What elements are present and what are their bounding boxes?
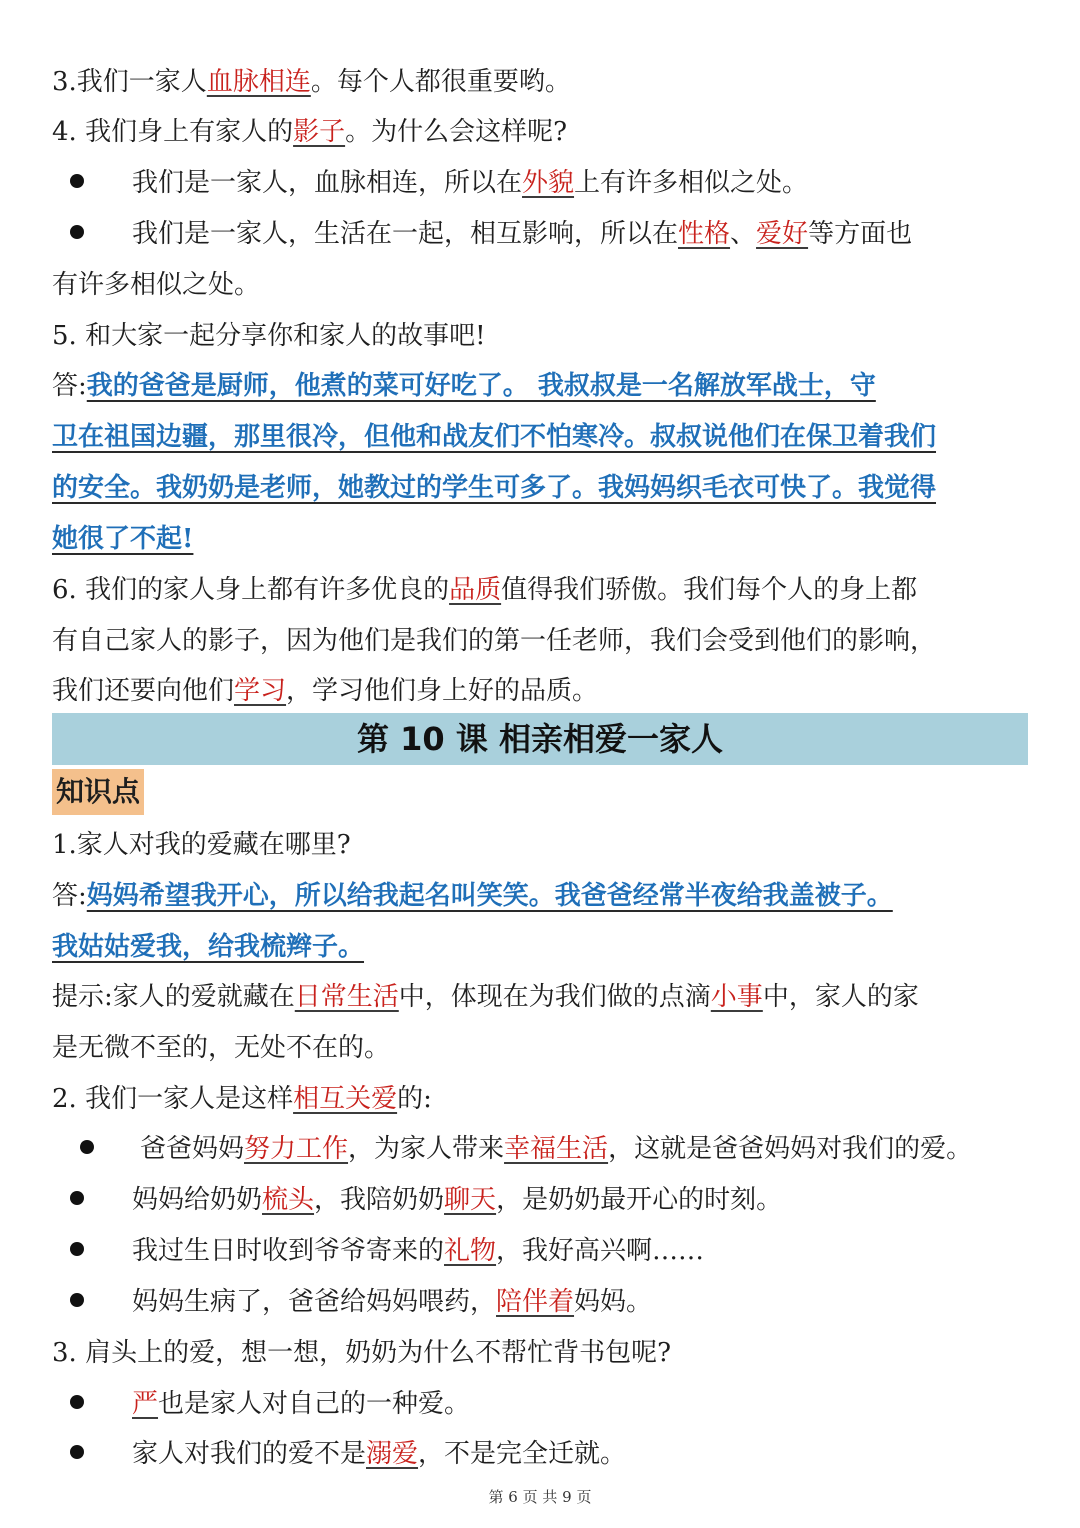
answer-text: 妈妈希望我开心，所以给我起名叫笑笑。我爸爸经常半夜给我盖被子。 [86, 881, 893, 911]
text: 、 [730, 219, 757, 249]
bullet-icon [70, 1293, 84, 1307]
bullet-item [70, 214, 1050, 254]
keyword: 幸福生活 [504, 1134, 609, 1164]
text: 6. 我们的家人身上都有许多优良的 [52, 575, 450, 605]
answer-text: 她很了不起! [52, 524, 194, 554]
tip-line [52, 977, 1032, 1017]
keyword: 陪伴着 [496, 1287, 575, 1317]
bullet-icon [70, 225, 84, 239]
text: ，我好高兴啊…… [496, 1236, 705, 1266]
text: 上有许多相似之处。 [574, 168, 809, 198]
answer-line [52, 468, 1032, 508]
text: 等方面也 [808, 219, 913, 249]
keyword: 血脉相连 [206, 67, 311, 97]
text: 爸爸妈妈 [140, 1134, 245, 1164]
bullet-icon [70, 1191, 84, 1205]
answer-line [52, 876, 1032, 916]
text: 中，体现在为我们做的点滴 [398, 982, 711, 1012]
answer-text: 卫在祖国边疆，那里很冷，但他和战友们不怕寒冷。叔叔说他们在保卫着我们 [52, 422, 937, 452]
keyword: 礼物 [444, 1236, 497, 1266]
text-line: 有许多相似之处。 [52, 270, 261, 300]
bullet-item [70, 163, 1050, 203]
bullet-item [80, 1129, 1060, 1169]
keyword: 聊天 [444, 1185, 497, 1215]
answer-text: 我的爸爸是厨师，他煮的菜可好吃了。 我叔叔是一名解放军战士，守 [86, 371, 876, 401]
keyword: 外貌 [522, 168, 575, 198]
text: 。为什么会这样呢? [345, 117, 568, 147]
bullet-item [70, 1282, 1050, 1322]
text: 我们是一家人，血脉相连，所以在 [132, 168, 523, 198]
text: 妈妈给奶奶 [132, 1185, 263, 1215]
keyword: 日常生活 [294, 982, 399, 1012]
text: 我们是一家人，生活在一起，相互影响，所以在 [132, 219, 679, 249]
text: 值得我们骄傲。我们每个人的身上都 [501, 575, 918, 605]
answer-line [52, 519, 1032, 559]
text-line [52, 671, 1032, 711]
text: ，我陪奶奶 [314, 1185, 445, 1215]
knowledge-label: 知识点 [52, 769, 144, 815]
text: 3.我们一家人 [52, 67, 207, 97]
page-footer: 第 6 页 共 9 页 [488, 1488, 592, 1506]
bullet-icon [70, 1242, 84, 1256]
text: ，这就是爸爸妈妈对我们的爱。 [608, 1134, 973, 1164]
keyword: 影子 [293, 117, 346, 147]
bullet-icon [70, 174, 84, 188]
keyword: 小事 [710, 982, 763, 1012]
answer-label: 答: [52, 371, 87, 401]
answer-text: 的安全。我奶奶是老师，她教过的学生可多了。我妈妈织毛衣可快了。我觉得 [52, 473, 937, 503]
bullet-item [70, 1231, 1050, 1271]
answer-line [52, 417, 1032, 457]
bullet-item [70, 1434, 1050, 1474]
answer-text: 我姑姑爱我，给我梳辫子。 [52, 932, 365, 962]
keyword: 严 [132, 1389, 159, 1419]
text: 我们还要向他们 [52, 676, 235, 706]
text: ，是奶奶最开心的时刻。 [496, 1185, 783, 1215]
keyword: 努力工作 [244, 1134, 349, 1164]
bullet-item [70, 1180, 1050, 1220]
text: 。每个人都很重要哟。 [310, 67, 571, 97]
bullet-icon [70, 1445, 84, 1459]
keyword: 梳头 [262, 1185, 315, 1215]
text: 4. 我们身上有家人的 [52, 117, 294, 147]
text: ，不是完全迁就。 [418, 1439, 627, 1469]
text: 妈妈。 [574, 1287, 653, 1317]
item-5: 5. 和大家一起分享你和家人的故事吧! [52, 321, 486, 351]
text: 我过生日时收到爷爷寄来的 [132, 1236, 445, 1266]
text: 中，家人的家 [762, 982, 919, 1012]
keyword: 爱好 [756, 219, 809, 249]
lesson-title: 第 10 课 相亲相爱一家人 [52, 713, 1028, 765]
bullet-item [70, 1384, 1050, 1424]
keyword: 相互关爱 [293, 1084, 398, 1114]
answer-line [52, 366, 1032, 406]
answer-label: 答: [52, 881, 87, 911]
keyword: 品质 [449, 575, 502, 605]
item-4 [52, 112, 1032, 152]
keyword: 学习 [234, 676, 287, 706]
question-2 [52, 1079, 1032, 1119]
text-line: 有自己家人的影子，因为他们是我们的第一任老师，我们会受到他们的影响， [52, 626, 937, 656]
text: 的: [397, 1084, 432, 1114]
text: ，为家人带来 [348, 1134, 505, 1164]
bullet-icon [80, 1140, 94, 1154]
text: 妈妈生病了，爸爸给妈妈喂药， [132, 1287, 497, 1317]
question-1: 1.家人对我的爱藏在哪里? [52, 830, 351, 860]
question-3: 3. 肩头上的爱，想一想，奶奶为什么不帮忙背书包呢? [52, 1338, 672, 1368]
bullet-icon [70, 1395, 84, 1409]
answer-line [52, 927, 1032, 967]
text: 提示:家人的爱就藏在 [52, 982, 295, 1012]
item-3 [52, 62, 1032, 102]
text: 也是家人对自己的一种爱。 [158, 1389, 471, 1419]
text: 2. 我们一家人是这样 [52, 1084, 294, 1114]
item-6 [52, 570, 1032, 610]
keyword: 溺爱 [366, 1439, 419, 1469]
keyword: 性格 [678, 219, 731, 249]
text: ，学习他们身上好的品质。 [286, 676, 599, 706]
text: 家人对我们的爱不是 [132, 1439, 367, 1469]
text-line: 是无微不至的，无处不在的。 [52, 1033, 391, 1063]
